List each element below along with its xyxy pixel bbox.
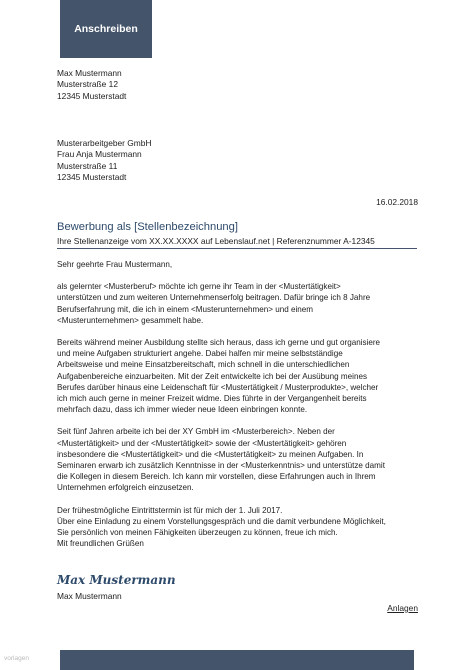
closing-line: Der frühestmögliche Eintrittstermin ist für mich der 1. Juli 2017. [57,505,283,515]
recipient-city: 12345 Musterstadt [57,172,127,183]
header-tab-label: Anschreiben [74,23,138,35]
header-tab [60,0,152,58]
paragraph-line: die Kollegen in diesem Bereich. Ich kann mir vorstellen, diese Erfahrungen auch in Ihrem [57,472,376,482]
job-reference: Ihre Stellenanzeige vom XX.XX.XXXX auf Lebenslauf.net | Referenznummer A-12345 [57,236,417,249]
paragraph-experience [57,426,422,493]
paragraph-closing [57,505,422,550]
sender-city: 12345 Musterstadt [57,90,127,101]
attachments-link[interactable]: Anlagen [387,603,418,613]
recipient-street: Musterstraße 11 [57,160,118,171]
paragraph-line: mehrfach dazu, dass ich immer wieder neue Ideen einbringen konnte. [57,405,308,415]
letter-subject: Bewerbung als [Stellenbezeichnung] [57,221,238,233]
paragraph-line: insbesondere die <Mustertätigkeit> und die <Mustertätigkeit> zu meinen Aufgaben. In [57,449,364,459]
closing-line: Über eine Einladung zu einem Vorstellungsgespräch und die damit verbundene Möglichkeit, [57,516,386,526]
watermark: vorlagen [4,655,29,662]
letter-body [57,259,422,549]
paragraph-line: und meine Aufgaben strukturiert angehe. Dabei halfen mir meine selbstständige [57,349,343,359]
paragraph-line: <Mustertätigkeit> und der <Mustertätigkeit> sowie der <Mustertätigkeit> gehören [57,438,347,448]
paragraph-line: Berufserfahrung mit, die ich in einem <Musterunternehmen> und einem [57,304,313,314]
paragraph-line: Seminaren erwarb ich zusätzlich Kenntnisse in der <Musterkenntnis> und unterstütze damit [57,461,385,471]
letter-date: 16.02.2018 [376,197,418,207]
sender-name: Max Mustermann [57,68,122,78]
paragraph-line: <Musterunternehmen> gesammelt habe. [57,315,204,325]
recipient-company: Musterarbeitgeber GmbH [57,138,152,148]
paragraph-line: Seit fünf Jahren arbeite ich bei der XY GmbH im <Musterbereich>. Neben der [57,427,335,437]
paragraph-line: unterstützen und zum weiteren Unternehmenserfolg beitragen. Dafür bringe ich 8 Jahre [57,293,371,303]
handwritten-signature: Max Mustermann [57,573,176,587]
salutation: Sehr geehrte Frau Mustermann, [57,260,173,269]
printed-name: Max Mustermann [57,591,122,601]
closing-line: Sie persönlich von meinen Fähigkeiten überzeugen zu können, freue ich mich. [57,528,338,538]
sender-street: Musterstraße 12 [57,79,118,90]
recipient-contact: Frau Anja Mustermann [57,149,142,160]
paragraph-line: als gelernter <Musterberuf> möchte ich gerne ihr Team in der <Mustertätigkeit> [57,282,341,292]
sender-address [57,68,126,102]
recipient-address [57,138,152,184]
paragraph-intro [57,281,422,326]
paragraph-line: Aufgabenbereiche einzuarbeiten. Mit der Zeit entwickelte ich bei der Ausübung meines [57,371,367,381]
paragraph-line: Berufes darüber hinaus eine Leidenschaft für <Mustertätigkeit / Musterprodukte>, welcher [57,382,379,392]
paragraph-line: Arbeitsweise und meine Einsatzbereitschaft, mich schnell in die unterschiedlichen [57,360,350,370]
valediction: Mit freundlichen Grüßen [57,539,144,549]
paragraph-line: Unternehmen erfolgreich einzusetzen. [57,483,194,493]
paragraph-line: Bereits während meiner Ausbildung stellte sich heraus, dass ich gerne und gut organisiere [57,338,381,348]
footer-bar [60,650,414,670]
paragraph-line: ich mich auch gerne in meiner Freizeit widme. Dies führte in der Vergangenheit bereits [57,394,367,404]
paragraph-education [57,337,422,415]
